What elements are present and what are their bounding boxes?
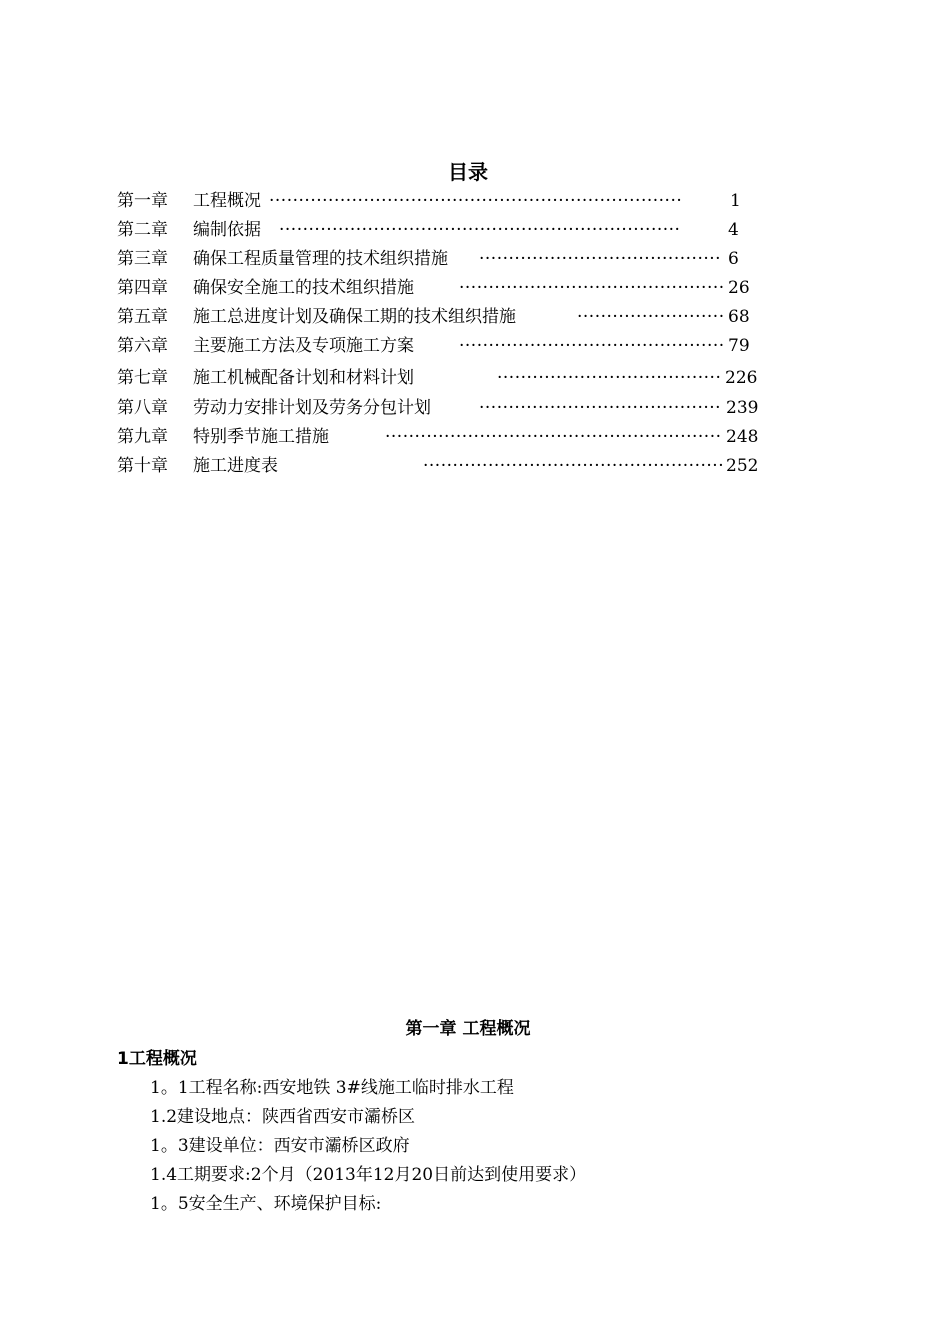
toc-chapter: 第三章 xyxy=(117,249,168,269)
toc-chapter-name: 施工总进度计划及确保工期的技术组织措施 xyxy=(193,307,516,327)
toc-leader-dots: ······································ xyxy=(497,368,722,388)
toc-page-number: 252 xyxy=(726,456,759,476)
toc-leader-dots: ············································· xyxy=(459,278,725,298)
toc-leader-dots: ········································· xyxy=(479,249,722,269)
toc-chapter-name: 施工机械配备计划和材料计划 xyxy=(193,368,414,388)
toc-chapter: 第二章 xyxy=(117,220,168,240)
toc-chapter-name: 施工进度表 xyxy=(193,456,278,476)
toc-leader-dots: ······································································ xyxy=(269,191,683,211)
toc-page-number: 26 xyxy=(728,278,750,298)
chapter-title: 第一章 工程概况 xyxy=(405,1019,531,1039)
toc-chapter: 第七章 xyxy=(117,368,168,388)
toc-title: 目录 xyxy=(448,160,488,184)
toc-leader-dots: ············································· xyxy=(459,336,725,356)
section-item: 1.4工期要求:2个月（2013年12月20日前达到使用要求） xyxy=(150,1165,587,1185)
toc-chapter: 第四章 xyxy=(117,278,168,298)
toc-chapter-name: 编制依据 xyxy=(193,220,261,240)
toc-chapter-name: 劳动力安排计划及劳务分包计划 xyxy=(193,398,431,418)
toc-chapter-name: 主要施工方法及专项施工方案 xyxy=(193,336,414,356)
toc-leader-dots: ··················································· xyxy=(423,456,725,476)
toc-page-number: 1 xyxy=(730,191,741,211)
toc-chapter: 第十章 xyxy=(117,456,168,476)
section-item: 1。5安全生产、环境保护目标: xyxy=(150,1194,382,1214)
toc-page-number: 226 xyxy=(725,368,758,388)
toc-chapter: 第一章 xyxy=(117,191,168,211)
toc-leader-dots: ········································· xyxy=(479,398,722,418)
toc-chapter-name: 特别季节施工措施 xyxy=(193,427,329,447)
toc-chapter: 第五章 xyxy=(117,307,168,327)
toc-page-number: 6 xyxy=(728,249,739,269)
toc-chapter: 第八章 xyxy=(117,398,168,418)
toc-chapter: 第九章 xyxy=(117,427,168,447)
toc-leader-dots: ························· xyxy=(577,307,725,327)
toc-page-number: 79 xyxy=(728,336,750,356)
toc-chapter-name: 确保工程质量管理的技术组织措施 xyxy=(193,249,448,269)
toc-chapter-name: 工程概况 xyxy=(193,191,261,211)
toc-chapter: 第六章 xyxy=(117,336,168,356)
toc-page-number: 68 xyxy=(728,307,750,327)
toc-leader-dots: ···································································· xyxy=(279,220,681,240)
toc-chapter-name: 确保安全施工的技术组织措施 xyxy=(193,278,414,298)
toc-leader-dots: ························································· xyxy=(385,427,722,447)
toc-page-number: 4 xyxy=(728,220,739,240)
toc-page-number: 248 xyxy=(726,427,759,447)
section-item: 1.2建设地点：陕西省西安市灞桥区 xyxy=(150,1107,416,1127)
section-item: 1。1工程名称:西安地铁 3#线施工临时排水工程 xyxy=(150,1078,514,1098)
section-title: 1工程概况 xyxy=(117,1049,197,1069)
section-item: 1。3建设单位：西安市灞桥区政府 xyxy=(150,1136,410,1156)
toc-page-number: 239 xyxy=(726,398,759,418)
